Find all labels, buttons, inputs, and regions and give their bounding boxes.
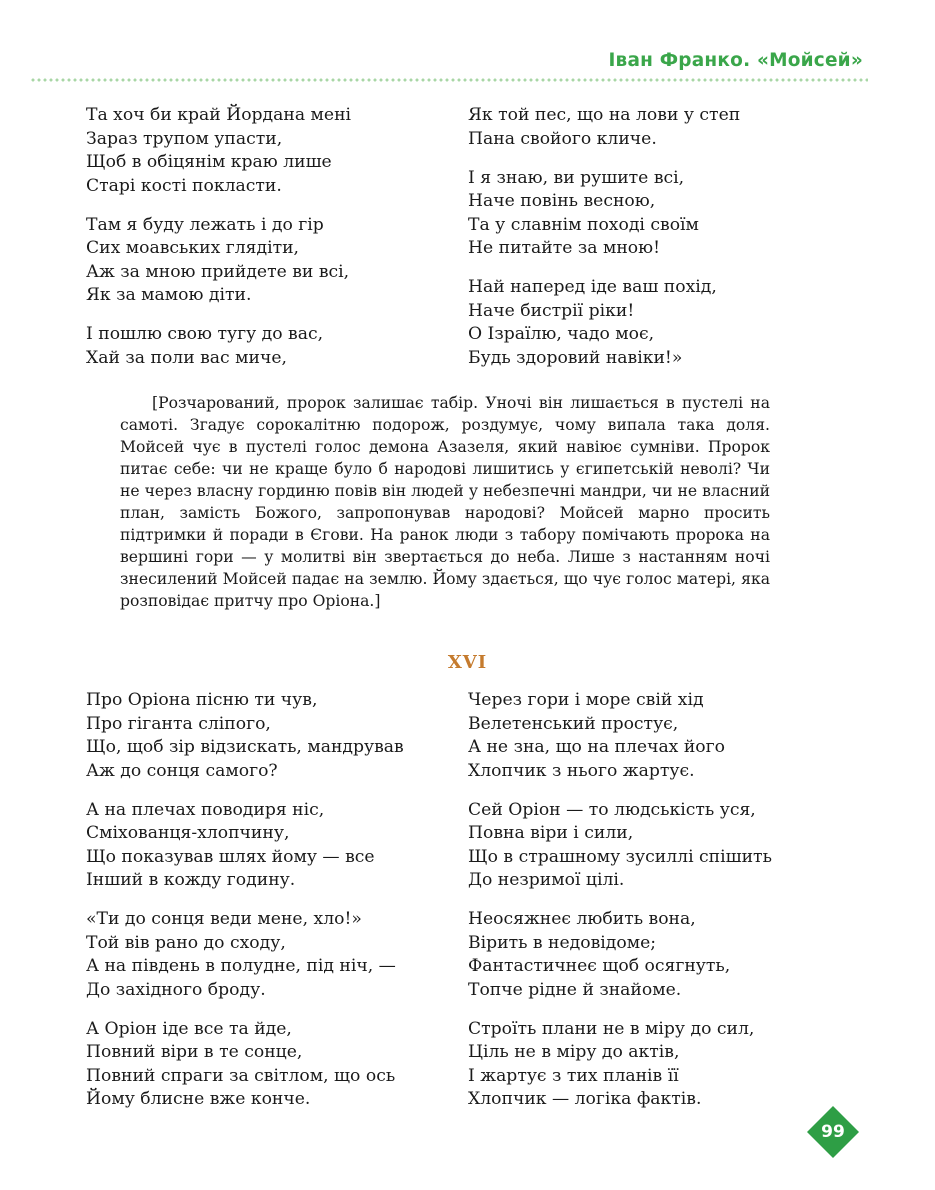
poem-line: До західного броду. <box>86 979 266 1000</box>
poem-line: До незримої цілі. <box>468 870 625 890</box>
poem-line: Як той пес, що на лови у степ <box>468 105 741 125</box>
poem-line: Топче рідне й знайоме. <box>468 979 682 1000</box>
poem-line: Вірить в недовідоме; <box>468 932 657 953</box>
poem-line: Пана свойого кличе. <box>468 128 657 149</box>
poem-line: Наче бистрії ріки! <box>468 300 635 321</box>
poem-line: Про гіганта сліпого, <box>86 713 271 734</box>
poem-line: Сей Оріон — то людськість уся, <box>468 799 756 820</box>
poem-line: Та у славнім поході своїм <box>468 214 699 235</box>
poem-line: Не питайте за мною! <box>468 238 661 258</box>
poem-line: Інший в кожду годину. <box>86 870 296 890</box>
poem-line: Зараз трупом упасти, <box>86 128 283 149</box>
poem-line: Повний віри в те сонце, <box>86 1042 303 1062</box>
poem-line: Сих моавських глядіти, <box>86 238 300 258</box>
poem-line: Фантастичнеє щоб осягнуть, <box>468 956 731 976</box>
stanza <box>86 689 404 783</box>
stanza <box>86 104 351 198</box>
bottom-poem-left-column <box>86 689 404 1127</box>
poem-line: Строїть плани не в міру до сил, <box>468 1018 755 1039</box>
poem-line: Щоб в обіцянім краю лише <box>86 152 332 172</box>
poem-line: А не зна, що на плечах його <box>468 737 725 757</box>
poem-line: Той вів рано до сходу, <box>86 932 286 953</box>
poem-line: Що показував шлях йому — все <box>86 846 375 867</box>
poem-line: І я знаю, ви рушите всі, <box>468 167 685 188</box>
stanza <box>86 799 404 893</box>
stanza <box>86 1018 404 1112</box>
poem-line: Ціль не в міру до актів, <box>468 1042 680 1062</box>
poem-line: Що в страшному зусиллі спішить <box>468 846 772 867</box>
top-poem-left-column <box>86 104 351 386</box>
running-header-title: Іван Франко. «Мойсей» <box>608 50 863 71</box>
stanza <box>468 689 772 783</box>
section-number: XVI <box>447 652 488 673</box>
poem-line: Про Оріона пісню ти чув, <box>86 690 318 710</box>
stanza <box>468 276 740 370</box>
poem-line: Йому блисне вже конче. <box>86 1089 311 1109</box>
poem-line: О Ізраїлю, чадо моє, <box>468 324 655 344</box>
poem-line: Через гори і море свій хід <box>468 690 704 710</box>
poem-line: Будь здоровий навіки!» <box>468 347 683 368</box>
poem-line: Що, щоб зір відзискать, мандрував <box>86 737 404 757</box>
poem-line: І жартує з тих планів її <box>468 1065 679 1086</box>
bottom-poem-right-column <box>468 689 772 1127</box>
page-number-badge <box>807 1106 859 1158</box>
poem-line: Повний спраги за світлом, що ось <box>86 1065 396 1086</box>
poem-line: Там я буду лежать і до гір <box>86 214 324 235</box>
poem-line: А на плечах поводиря ніс, <box>86 799 325 820</box>
poem-line: Най наперед іде ваш похід, <box>468 277 717 297</box>
stanza <box>468 1018 772 1112</box>
stanza <box>468 799 772 893</box>
poem-line: Неосяжнеє любить вона, <box>468 909 696 929</box>
poem-line: Старі кості покласти. <box>86 175 282 196</box>
prose-summary: [Розчарований, пророк залишає табір. Уночі він лишається в пустелі на самоті. Згадує сорокалітню подорож, роздумує, чому випала така доля. Мойсей чує в пустелі голос демона Азазеля, який навіює сумніви. Пророк питає себе: чи не краще було б народові лишитись у єгипетській неволі? Чи не через власну гординю повів він людей у небезпечні мандри, чи не власний план, замість Божого, запропонував народові? Мойсей марно просить підтримки й поради в Єгови. На ранок люди з табору помічають пророка на вершині гори — у молитві він звертається до неба. Лише з настанням ночі знесилений Мойсей падає на землю. Йому здається, що чує голос матері, яка розповідає притчу про Оріона.] <box>120 394 770 610</box>
top-poem-right-column <box>468 104 740 386</box>
stanza <box>86 323 351 370</box>
stanza <box>86 908 404 1002</box>
poem-line: Як за мамою діти. <box>86 285 252 305</box>
stanza <box>468 167 740 261</box>
poem-line: Сміхованця-хлопчину, <box>86 823 290 843</box>
page-number: 99 <box>821 1122 845 1142</box>
stanza <box>468 104 740 151</box>
poem-line: Хай за поли вас миче, <box>86 347 287 368</box>
stanza <box>468 908 772 1002</box>
poem-line: Хлопчик — логіка фактів. <box>468 1089 702 1109</box>
poem-line: Велетенський простує, <box>468 713 679 734</box>
dotted-divider <box>30 78 868 82</box>
poem-line: Аж до сонця самого? <box>86 760 278 781</box>
poem-line: Хлопчик з нього жартує. <box>468 760 695 781</box>
poem-line: Та хоч би край Йордана мені <box>86 105 352 125</box>
poem-line: І пошлю свою тугу до вас, <box>86 324 324 344</box>
poem-line: Наче повінь весною, <box>468 191 656 211</box>
poem-line: Повна віри і сили, <box>468 823 634 843</box>
stanza <box>86 214 351 308</box>
poem-line: «Ти до сонця веди мене, хло!» <box>86 909 362 929</box>
poem-line: А Оріон іде все та йде, <box>86 1018 292 1039</box>
poem-line: Аж за мною прийдете ви всі, <box>86 261 350 282</box>
poem-line: А на південь в полудне, під ніч, — <box>86 956 396 976</box>
